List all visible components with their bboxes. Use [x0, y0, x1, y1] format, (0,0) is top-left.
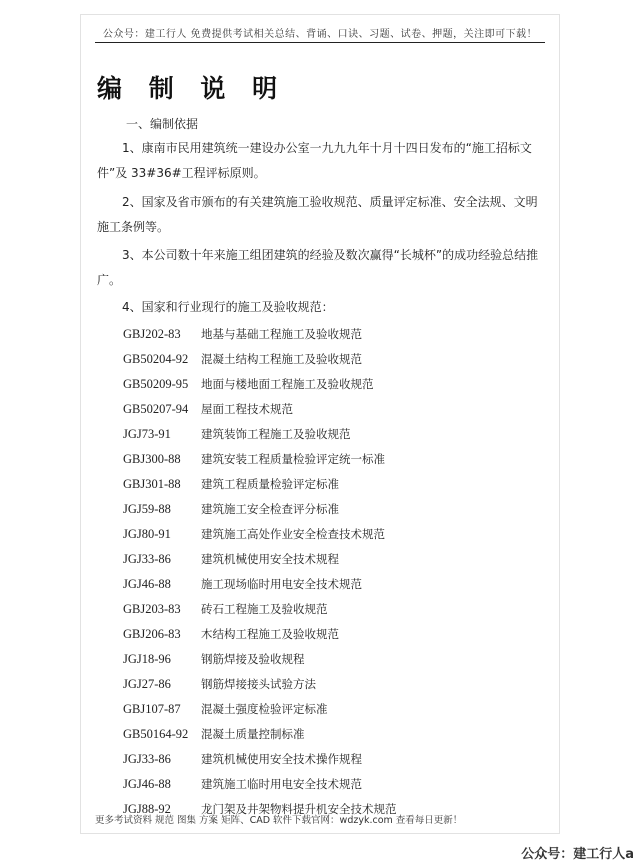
- standard-name: 建筑工程质量检验评定标准: [201, 477, 339, 491]
- standard-item: [123, 701, 328, 717]
- standard-code: GBJ202-83: [123, 327, 181, 341]
- standard-code: GBJ107-87: [123, 702, 181, 716]
- standard-code: GBJ300-88: [123, 452, 181, 466]
- standard-name: 建筑施工临时用电安全技术规范: [201, 777, 362, 791]
- standard-code: JGJ73-91: [123, 427, 171, 441]
- standard-item: [123, 601, 328, 617]
- standard-name: 地基与基础工程施工及验收规范: [201, 327, 362, 341]
- standard-item: [123, 776, 362, 792]
- standard-code: JGJ88-92: [123, 802, 171, 816]
- section-heading: 一、编制依据: [126, 117, 199, 131]
- standard-item: [123, 376, 374, 392]
- standard-item: [123, 526, 385, 542]
- standard-code: GB50164-92: [123, 727, 189, 741]
- standard-item: [123, 401, 293, 417]
- standard-name: 混凝土结构工程施工及验收规范: [201, 352, 362, 366]
- standard-code: GBJ301-88: [123, 477, 181, 491]
- standard-code: GBJ203-83: [123, 602, 181, 616]
- page-title: 编 制 说 明: [97, 74, 287, 103]
- paragraph-text: 3、本公司数十年来施工组团建筑的经验及数次赢得“长城杯”的成功经验总结推广。: [97, 248, 539, 287]
- paragraph-text: 4、国家和行业现行的施工及验收规范：: [122, 300, 334, 314]
- paragraph-text: 1、康南市民用建筑统一建设办公室一九九九年十月十四日发布的“施工招标文件”及 33#36#工程评标原则。: [97, 141, 532, 180]
- standard-item: [123, 626, 339, 642]
- paragraph-1: [97, 136, 545, 186]
- standard-name: 建筑施工安全检查评分标准: [201, 502, 339, 516]
- standard-name: 施工现场临时用电安全技术规范: [201, 577, 362, 591]
- standard-name: 混凝土强度检验评定标准: [201, 702, 328, 716]
- standard-code: GB50209-95: [123, 377, 189, 391]
- paragraph-text: 2、国家及省市颁布的有关建筑施工验收规范、质量评定标准、安全法规、文明施工条例等。: [97, 195, 538, 234]
- standard-code: GBJ206-83: [123, 627, 181, 641]
- standard-name: 建筑机械使用安全技术操作规程: [201, 752, 362, 766]
- standard-name: 钢筋焊接接头试验方法: [201, 677, 316, 691]
- page-header: 公众号：建工行人 免费提供考试相关总结、背诵、口诀、习题、试卷、押题，关注即可下载！: [102, 29, 538, 40]
- standard-code: JGJ33-86: [123, 752, 171, 766]
- paragraph-2: [97, 190, 545, 240]
- standard-item: [123, 651, 305, 667]
- standard-item: [123, 451, 385, 467]
- standard-item: [123, 726, 305, 742]
- header-divider: [95, 42, 545, 43]
- standard-item: [123, 476, 339, 492]
- standard-item: [123, 576, 362, 592]
- standard-name: 建筑机械使用安全技术规程: [201, 552, 339, 566]
- standard-name: 建筑施工高处作业安全检查技术规范: [201, 527, 385, 541]
- paragraph-4: [97, 295, 545, 320]
- standard-item: [123, 551, 339, 567]
- page-footer: 更多考试资料 规范 图集 方案 矩阵、CAD 软件下载官网：wdzyk.com 查看每日更新！: [95, 815, 463, 826]
- standard-code: GB50204-92: [123, 352, 189, 366]
- standard-item: [123, 351, 362, 367]
- standard-item: [123, 501, 339, 517]
- standard-item: [123, 676, 316, 692]
- standard-code: JGJ27-86: [123, 677, 171, 691]
- standard-code: JGJ46-88: [123, 577, 171, 591]
- standard-code: JGJ18-96: [123, 652, 171, 666]
- standard-item: [123, 326, 362, 342]
- document-page: [80, 14, 560, 834]
- standard-code: JGJ46-88: [123, 777, 171, 791]
- standard-name: 砖石工程施工及验收规范: [201, 602, 328, 616]
- standard-name: 地面与楼地面工程施工及验收规范: [201, 377, 374, 391]
- watermark-text: 公众号：建工行人a: [521, 847, 634, 862]
- standard-name: 屋面工程技术规范: [201, 402, 293, 416]
- standard-code: JGJ80-91: [123, 527, 171, 541]
- standard-code: JGJ59-88: [123, 502, 171, 516]
- standard-item: [123, 426, 351, 442]
- standard-name: 钢筋焊接及验收规程: [201, 652, 305, 666]
- standard-name: 建筑安装工程质量检验评定统一标准: [201, 452, 385, 466]
- standard-code: GB50207-94: [123, 402, 189, 416]
- standard-code: JGJ33-86: [123, 552, 171, 566]
- standard-name: 建筑装饰工程施工及验收规范: [201, 427, 351, 441]
- standard-name: 混凝土质量控制标准: [201, 727, 305, 741]
- standard-item: [123, 751, 362, 767]
- standard-name: 木结构工程施工及验收规范: [201, 627, 339, 641]
- standard-name: 龙门架及井架物料提升机安全技术规范: [201, 802, 397, 816]
- paragraph-3: [97, 243, 545, 293]
